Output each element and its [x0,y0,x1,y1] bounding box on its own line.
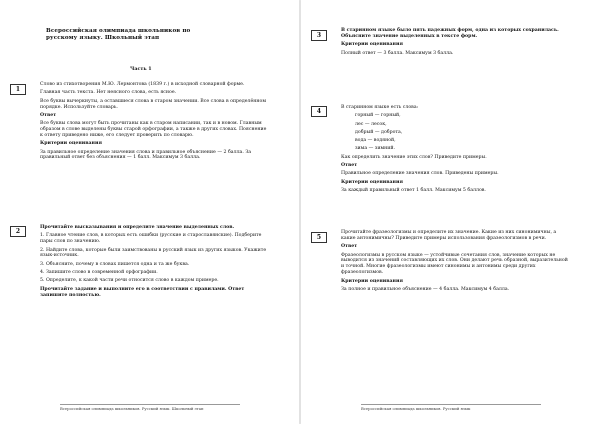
question-1 [40,82,270,164]
question-5 [341,230,571,295]
word-list-item: зима — зимний. [355,146,395,152]
answer-heading: Ответ [341,244,358,250]
question-4 [341,105,571,196]
question-4-criteria: За каждый правильный ответ 1 балл. Максимум 5 баллов. [341,187,486,193]
question-number-3: 3 [311,30,327,41]
question-1-criteria: За правильное определение значения слова и правильное объяснение — 2 балла. За правильный ответ без объяснения — 1 балл. Максимум 3 балла. [40,149,252,161]
question-3 [341,28,571,59]
question-2-item: 3. Объясните, почему в словах пишется одна и та же буква. [40,261,190,267]
criteria-heading: Критерии оценивания [341,42,403,48]
question-2-item: 5. Определите, к какой части речи относится слово в каждом примере. [40,278,219,284]
question-5-criteria: За полное и правильное объяснение — 4 балла. Максимум 4 балла. [341,286,510,292]
left-page [0,0,299,424]
question-2 [40,225,270,301]
part-heading: Часть 1 [130,66,152,72]
question-1-answer: Все буквы слова могут быть прочитаны как в старом написании, так и в новом. Главным образом в слове выделены буквы старой орфографии, а также в других словах. Пояснение к ответу приведено ниже, его следует проверить по словарю. [40,121,267,138]
answer-heading: Ответ [341,163,358,169]
question-4-note: Как определить значение этих слов? Приведите примеры. [341,154,487,160]
right-page [301,0,600,424]
question-2-text: Прочитайте высказывания и определите значение выделенных слов. [40,225,235,230]
question-2-tail: Прочитайте задание и выполните его в соответствии с правилами. Ответ запишите полностью. [40,286,245,298]
question-3-text: В старинном языке было пять падежных форм, одна из которых сохранилась. Объясните значение выделенных в тексте форм. [341,28,559,39]
word-list-item: добрый — доброта, [355,129,403,135]
question-number-1: 1 [10,84,26,95]
page-footer: Всероссийская олимпиада школьников. Русский язык. Школьный этап [60,404,240,411]
question-number-2: 2 [10,226,26,237]
question-1-text: Слово из стихотворения М.Ю. Лермонтова (1839 г.) в исходной словарной форме. [40,82,245,87]
question-1-note: Главная часть текста. Нет неясного слова, есть ясное. [40,90,177,96]
document-title: Всероссийская олимпиада школьников по русскому языку. Школьный этап [46,28,191,41]
question-4-answer: Правильное определение значения слов. Приведены примеры. [341,171,499,177]
question-2-item: 1. Главное чтение слов, в которых есть ошибки (русские и старославянские). Подберите пары слов по значению. [40,233,262,245]
word-list [341,113,571,152]
criteria-heading: Критерии оценивания [40,141,102,147]
word-list-item: лес — лесок, [355,121,387,127]
page-footer: Всероссийская олимпиада школьников. Русский язык [361,404,541,411]
question-2-item: 2. Найдите слова, которые были заимствованы в русский язык из других языков. Укажите язык-источник. [40,247,267,259]
criteria-heading: Критерии оценивания [341,278,403,284]
word-list-item: вода — водяной, [355,138,396,144]
question-5-text: Прочитайте фразеологизмы и определите их значение. Какие из них синонимичны, а какие антонимичны? Приведите примеры использования фразеологизмов в речи. [341,230,557,241]
question-2-item: 4. Запишите слово в современной орфографии. [40,270,158,275]
criteria-heading: Критерии оценивания [341,179,403,185]
question-4-lead: В старинном языке есть слова: [341,105,419,110]
question-number-5: 5 [311,232,327,243]
word-list-item: горный — горный, [355,113,401,119]
question-3-criteria: Полный ответ — 3 балла. Максимум 3 балла. [341,50,454,56]
answer-heading: Ответ [40,112,57,118]
question-number-4: 4 [311,106,327,117]
question-5-answer: Фразеологизмы в русском языке — устойчивые сочетания слов, значение которых не выводится из значений составляющих их слов. Они делают речь образной, выразительной и точной. Многие фразеологизмы имеют синонимы и антонимы среди других фразеологизмов. [341,252,568,276]
question-1-extra: Все буквы вычеркнуты, а оставшиеся слова в старом значении. Все слова в определённом порядке. Используйте словарь. [40,98,266,110]
